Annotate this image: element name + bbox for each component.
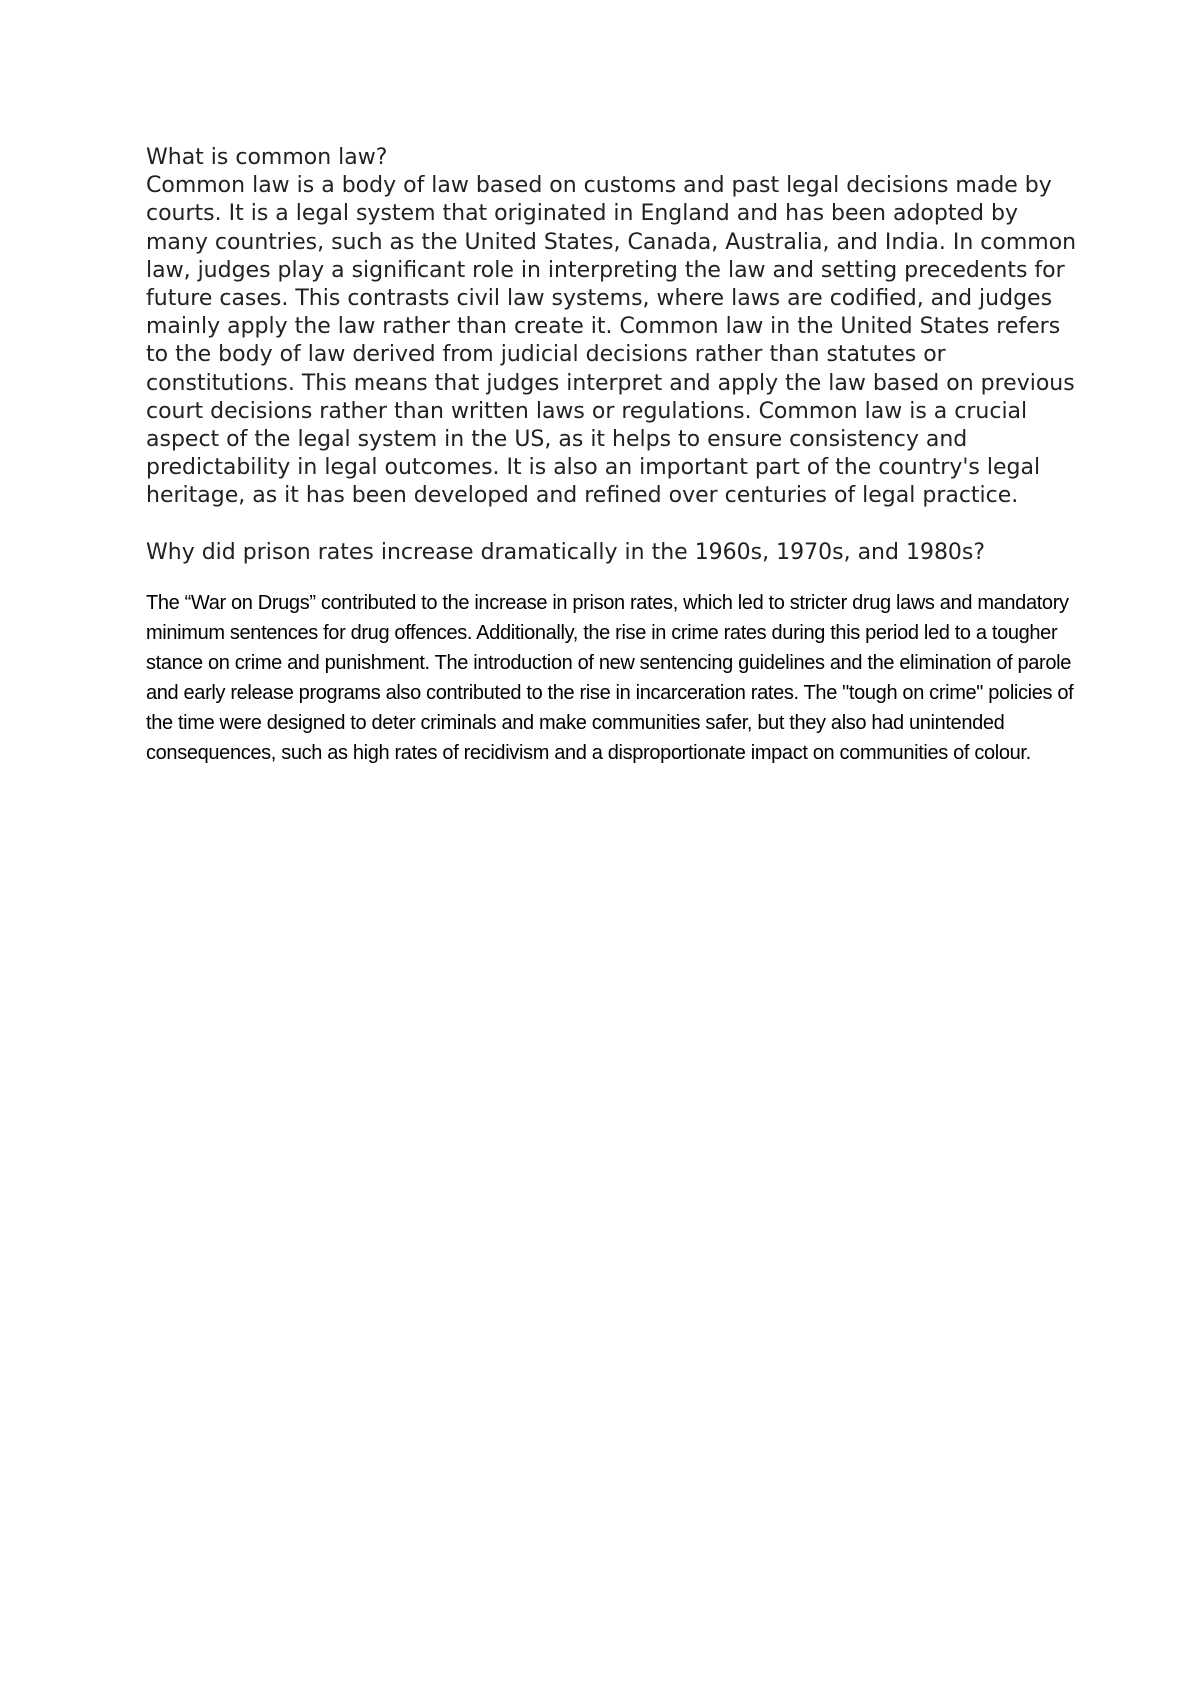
answer-paragraph-prison-rates: The “War on Drugs” contributed to the increase in prison rates, which led to stricter drug laws and mandatory minimum sentences for drug offences. Additionally, the rise in crime rates during this period led to a tougher stance on crime and punishment. The introduction of new sentencing guidelines and the elimination of parole and early release programs also contributed to the rise in incarceration rates. The "tough on crime" policies of the time were designed to deter criminals and make communities safer, but they also had unintended consequences, such as high rates of recidivism and a disproportionate impact on communities of colour.: [146, 591, 1074, 764]
question-heading-prison-rates: Why did prison rates increase dramatically in the 1960s, 1970s, and 1980s?: [146, 539, 986, 565]
answer-paragraph-common-law: Common law is a body of law based on customs and past legal decisions made by courts. It is a legal system that originated in England and has been adopted by many countries, such as the United States, Canada, Australia, and India. In common law, judges play a significant role in interpreting the law and setting precedents for future cases. This contrasts civil law systems, where laws are codified, and judges mainly apply the law rather than create it. Common law in the United States refers to the body of law derived from judicial decisions rather than statutes or constitutions. This means that judges interpret and apply the law based on previous court decisions rather than written laws or regulations. Common law is a crucial aspect of the legal system in the US, as it helps to ensure consistency and predictability in legal outcomes. It is also an important part of the country's legal heritage, as it has been developed and refined over centuries of legal practice.: [146, 173, 1077, 509]
document-body: [146, 144, 1086, 788]
question-heading-common-law: What is common law?: [146, 145, 388, 170]
